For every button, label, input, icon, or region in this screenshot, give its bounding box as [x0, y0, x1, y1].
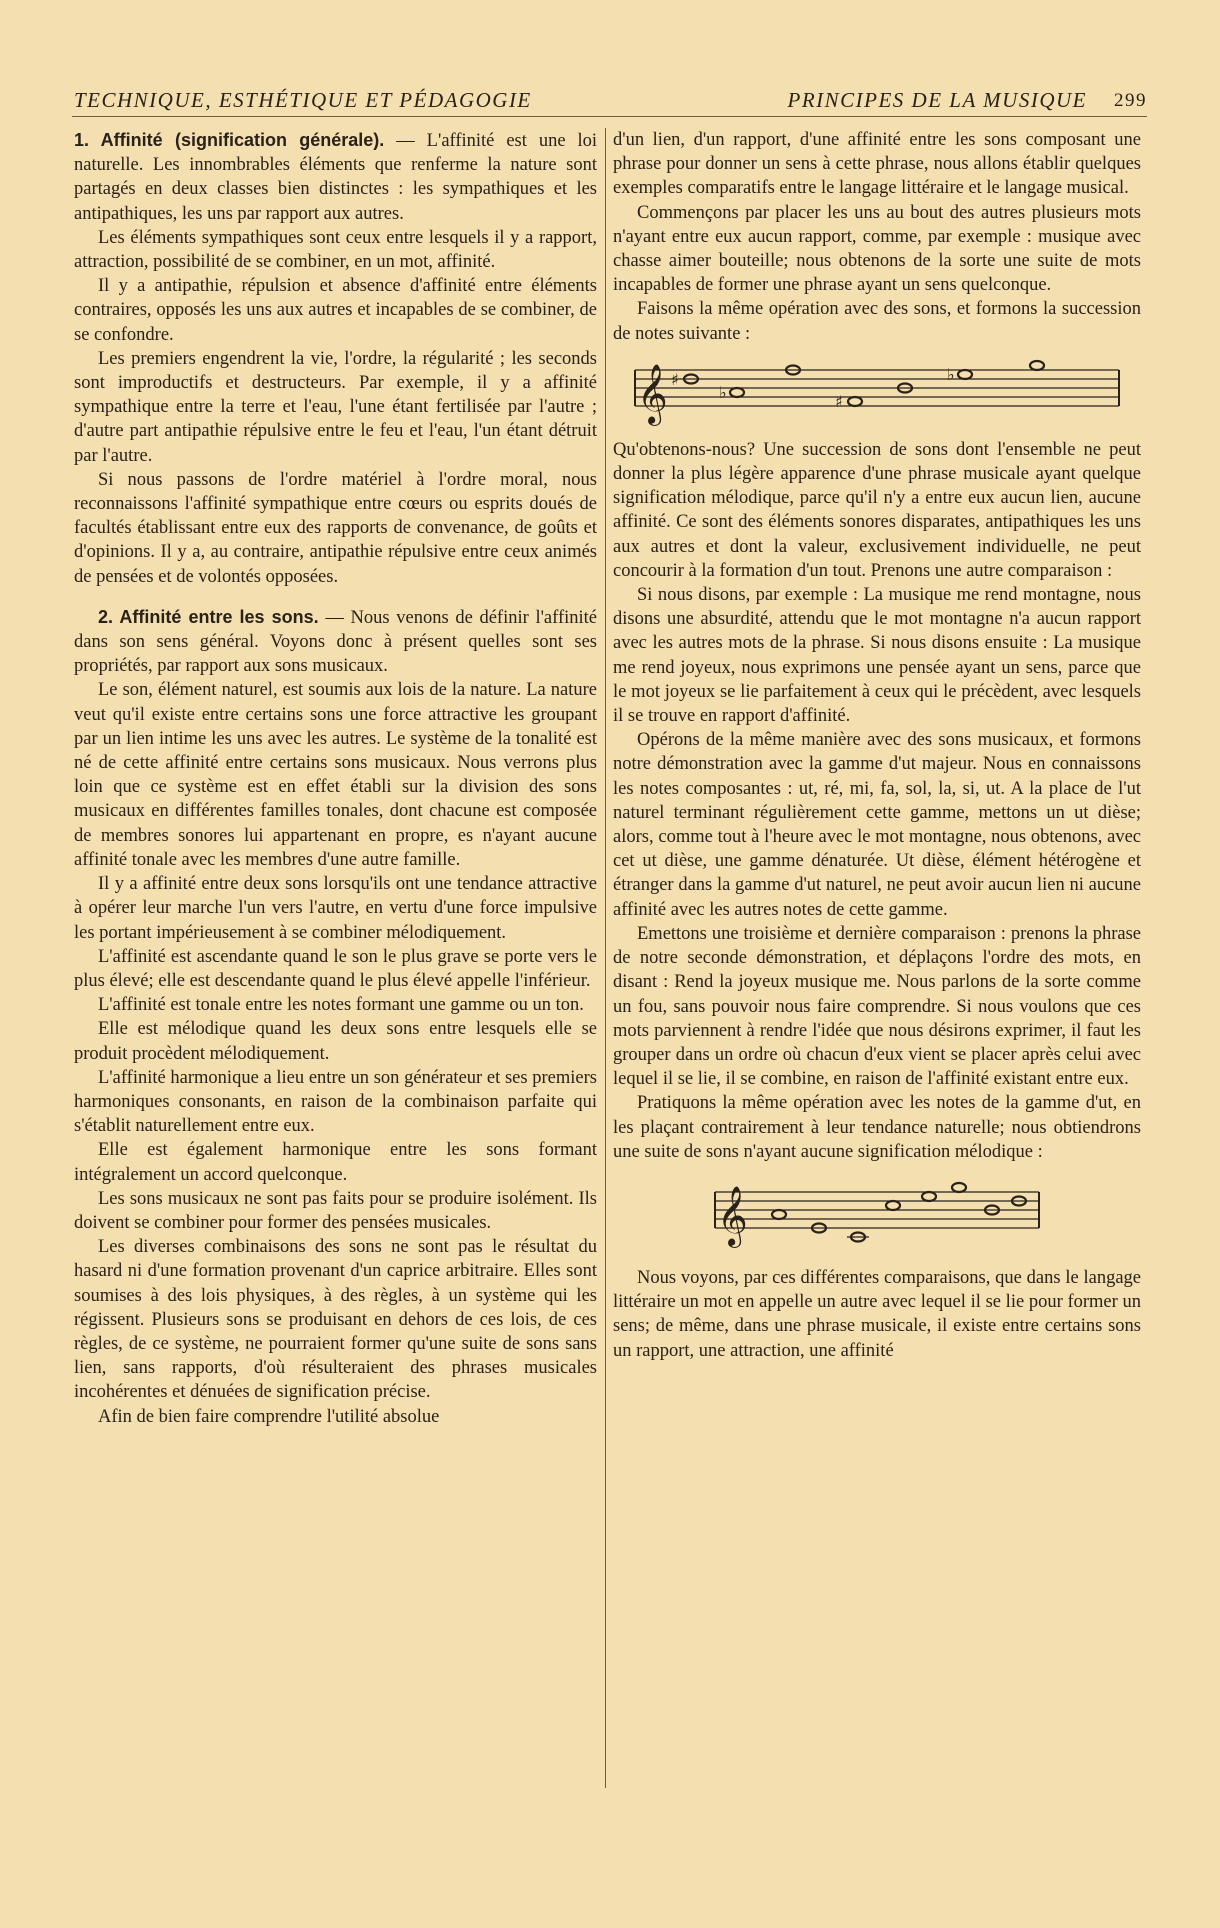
paragraph-text: — Nous venons de définir l'affinité dans son sens général. Voyons donc à présent quelles sont ses propriétés, par rapport aux sons musicaux.	[74, 607, 598, 677]
paragraph: Afin de bien faire comprendre l'utilité absolue	[98, 1406, 440, 1427]
paragraph	[74, 128, 597, 226]
section-title: 2. Affinité entre les sons.	[98, 606, 319, 627]
header-rule	[72, 116, 1147, 117]
treble-clef-icon: 𝄞	[717, 1185, 748, 1246]
paragraph: Nous voyons, par ces différentes comparaisons, que dans le langage littéraire un mot en appelle un autre avec lequel il se lie pour former un sens; de même, dans une phrase musicale, il existe entre certains sons un rapport, une attraction, une affinité	[613, 1267, 1141, 1361]
paragraph: Commençons par placer les uns au bout des autres plusieurs mots n'ayant entre eux aucun rapport, comme, par exemple : musique avec chasse aimer bouteille; nous obtenons de la sorte une suite de mots incapables de former une phrase ayant un sens quelconque.	[613, 202, 1141, 296]
paragraph: Qu'obtenons-nous? Une succession de sons dont l'ensemble ne peut donner la plus légère apparence d'une phrase musicale ayant quelque signification mélodique, parce qu'il n'y a entre eux aucun lien, aucune affinité. Ce sont des éléments sonores disparates, antipathiques les uns aux autres et dont la valeur, exclusivement individuelle, ne peut concourir à la formation d'un tout. Prenons une autre comparaison :	[613, 439, 1141, 581]
left-column	[74, 128, 597, 1429]
paragraph: Il y a affinité entre deux sons lorsqu'ils ont une tendance attractive à opérer leur marche l'un vers l'autre, en vertu d'une force impulsive les portant impérieusement à se combiner mélodiquement.	[74, 874, 597, 943]
paragraph: Elle est également harmonique entre les sons formant intégralement un accord quelconque.	[74, 1140, 597, 1185]
paragraph: L'affinité harmonique a lieu entre un son générateur et ses premiers harmoniques consonants, en raison de la combinaison parfaite qui s'établit naturellement entre eux.	[74, 1067, 597, 1137]
paragraph	[74, 605, 597, 679]
paragraph: L'affinité est tonale entre les notes formant une gamme ou un ton.	[98, 995, 584, 1016]
flat-icon: ♭	[947, 364, 955, 384]
paragraph: d'un lien, d'un rapport, d'une affinité entre les sons composant une phrase pour donner un sens à cette phrase, nous allons établir quelques exemples comparatifs entre le langage littéraire et le langage musical.	[613, 130, 1141, 199]
paragraph: Il y a antipathie, répulsion et absence d'affinité entre éléments contraires, opposés les uns aux autres et incapables de se combiner, de se confondre.	[74, 276, 597, 345]
music-staff	[627, 356, 1127, 426]
paragraph: Les éléments sympathiques sont ceux entre lesquels il y a rapport, attraction, possibilité de se combiner, en un mot, affinité.	[74, 227, 597, 273]
running-header	[72, 88, 1147, 118]
paragraph: Opérons de la même manière avec des sons musicaux, et formons notre démonstration avec la gamme d'ut majeur. Nous en connaissons les notes composantes : ut, ré, mi, fa, sol, la, si, ut. A la place de l'ut naturel terminant régulièrement cette gamme, mettons un ut dièse; alors, comme tout à l'heure avec le mot montagne, nous obtenons, avec cet ut dièse, une gamme dénaturée. Ut dièse, élément hétérogène et étranger dans la gamme d'ut naturel, ne peut avoir aucun lien ni aucune affinité avec les autres notes de cette gamme.	[613, 730, 1141, 920]
paragraph: Les premiers engendrent la vie, l'ordre, la régularité ; les seconds sont improductifs et destructeurs. Par exemple, il y a affinité sympathique entre la terre et l'eau, l'une étant fertilisée par l'autre ; d'autre part antipathie répulsive entre le feu et l'eau, l'un étant détruit par l'autre.	[74, 348, 597, 466]
sharp-icon: ♯	[835, 391, 843, 411]
paragraph: L'affinité est ascendante quand le son le plus grave se porte vers le plus élevé; elle est descendante quand le plus élevé appelle l'inférieur.	[74, 946, 597, 991]
paragraph: Les sons musicaux ne sont pas faits pour se produire isolément. Ils doivent se combiner pour former des pensées musicales.	[74, 1188, 597, 1233]
paragraph: Emettons une troisième et dernière comparaison : prenons la phrase de notre seconde démonstration, et déplaçons l'ordre des mots, en disant : Rend la joyeux musique me. Nous parlons de la sorte comme un fou, sans pouvoir nous faire comprendre. Si nous voulons que ces mots parviennent à rendre l'idée que nous désirons exprimer, il faut les grouper dans un ordre où chacun d'eux vient se placer après celui avec lequel il se lie, il se combine, en raison de l'affinité existant entre eux.	[613, 923, 1141, 1090]
page-number: 299	[1114, 90, 1147, 111]
section-title: 1. Affinité (signification générale).	[74, 130, 385, 150]
flat-icon: ♭	[719, 382, 727, 402]
right-column	[613, 128, 1141, 1363]
paragraph: Faisons la même opération avec des sons, et formons la succession de notes suivante :	[613, 299, 1141, 344]
paragraph: Les diverses combinaisons des sons ne sont pas le résultat du hasard ni d'une formation provenant d'un caprice arbitraire. Elles sont soumises à des lois physiques, à des règles, à un système qui les régissent. Plusieurs sons se produisant en dehors de ces lois, de ces règles, de ce système, ne pourraient former qu'une suite de sons sans lien, sans rapports, d'où résulteraient des phrases musicales incohérentes et dénuées de signification précise.	[74, 1237, 597, 1403]
header-left-title: TECHNIQUE, ESTHÉTIQUE ET PÉDAGOGIE	[74, 88, 532, 112]
header-right-title: PRINCIPES DE LA MUSIQUE	[787, 88, 1087, 112]
music-example-1	[613, 356, 1141, 426]
treble-clef-icon: 𝄞	[637, 363, 668, 424]
sharp-icon: ♯	[671, 369, 679, 389]
paragraph-text: — L'affinité est une loi naturelle. Les innombrables éléments que renferme la nature sont partagés en deux classes bien distinctes : les sympathiques et les antipathiques, les uns par rapport aux autres.	[74, 131, 597, 224]
music-staff	[707, 1174, 1047, 1254]
music-example-2	[613, 1174, 1141, 1254]
paragraph: Si nous disons, par exemple : La musique me rend montagne, nous disons une absurdité, attendu que le mot montagne n'a aucun rapport avec les autres mots de la phrase. Si nous disons ensuite : La musique me rend joyeux, nous exprimons une pensée ayant un sens, parce que le mot joyeux se lie parfaitement à ceux qui le précèdent, avec lesquels il se trouve en rapport d'affinité.	[613, 585, 1141, 727]
paragraph: Si nous passons de l'ordre matériel à l'ordre moral, nous reconnaissons l'affinité sympathique entre cœurs ou esprits doués de facultés établissant entre eux des rapports de convenance, de goûts et d'opinions. Il y a, au contraire, antipathie répulsive entre ceux animés de pensées et de volontés opposées.	[74, 469, 597, 587]
column-divider	[605, 128, 606, 1788]
paragraph: Pratiquons la même opération avec les notes de la gamme d'ut, en les plaçant contrairement à leur tendance naturelle; nous obtiendrons une suite de sons n'ayant aucune signification mélodique :	[613, 1093, 1141, 1162]
paragraph: Elle est mélodique quand les deux sons entre lesquels elle se produit procèdent mélodiquement.	[74, 1019, 597, 1064]
paragraph: Le son, élément naturel, est soumis aux lois de la nature. La nature veut qu'il existe entre certains sons une force attractive les groupant par un lien intime les uns avec les autres. Le système de la tonalité est né de cette affinité entre certains sons musicaux. Nous verrons plus loin que ce système est en effet établi sur la division des sons musicaux en différentes familles tonales, dont chacune est composée de membres sonores lui appartenant en propre, es n'ayant aucune affinité tonale avec les membres d'une autre famille.	[74, 680, 597, 870]
